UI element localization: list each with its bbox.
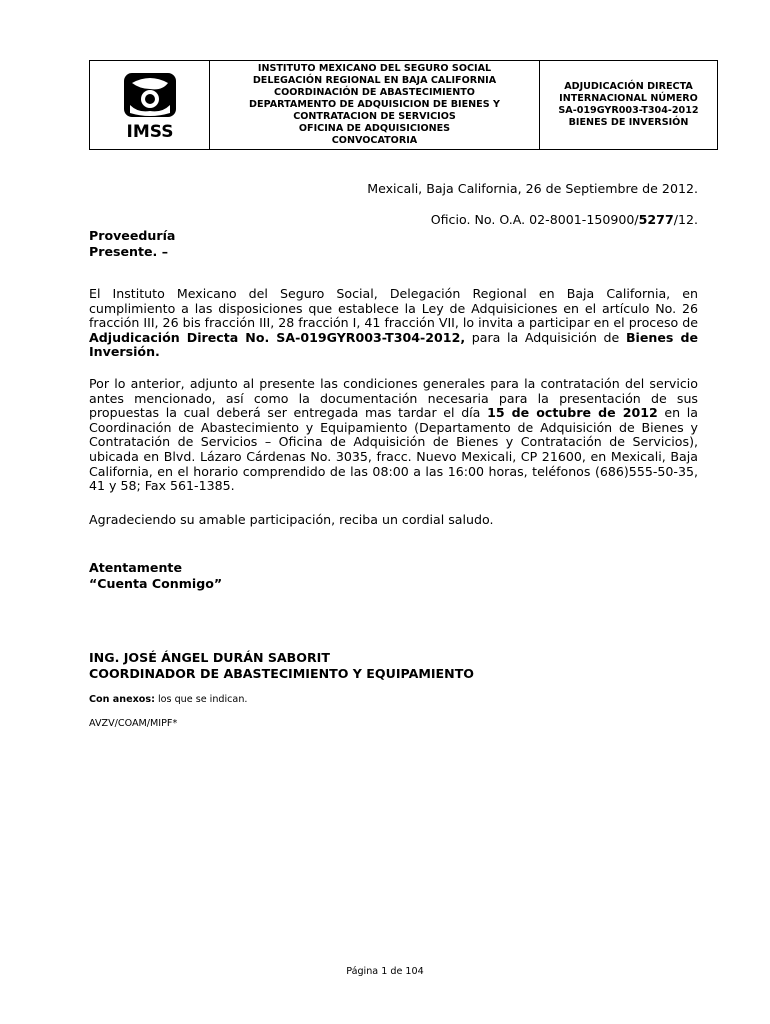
header-line: CONTRATACION DE SERVICIOS xyxy=(293,111,456,122)
oficio-bold-number: 5277 xyxy=(638,212,674,227)
procedure-line: ADJUDICACIÓN DIRECTA xyxy=(564,81,693,92)
header-line: OFICINA DE ADQUISICIONES xyxy=(298,123,451,134)
header-line: CONVOCATORIA xyxy=(331,135,418,146)
header-line: DELEGACIÓN REGIONAL EN BAJA CALIFORNIA xyxy=(252,75,497,86)
svg-text:IMSS: IMSS xyxy=(126,122,173,141)
procedure-line: BIENES DE INVERSIÓN xyxy=(568,117,689,128)
paragraph-invitation xyxy=(89,287,698,360)
anexos-label: Con anexos: xyxy=(89,694,155,705)
imss-logo-icon xyxy=(118,69,182,141)
p1-bold-procedure: Adjudicación Directa No. SA-019GYR003-T304-2012, xyxy=(89,329,466,345)
annexes-note xyxy=(89,694,247,705)
paragraph-conditions xyxy=(89,377,698,494)
letter-date: Mexicali, Baja California, 26 de Septiembre de 2012. xyxy=(367,181,698,196)
procedure-line: SA-019GYR003-T304-2012 xyxy=(558,105,699,116)
p1-text: El Instituto Mexicano del Seguro Social, Delegación Regional en Baja California, en cumplimiento a las disposiciones que establece la Ley de Adquisiciones en el artículo No. 26 fracción III, 26 bis fracción III, 28 fracción I, 41 fracción VII, lo invita a participar en el proceso de xyxy=(89,286,698,331)
p2-text2: en la Coordinación de Abastecimiento y Equipamiento (Departamento de Adquisición de Bienes y Contratación de Servicios – Oficina de Adquisición de Bienes y Contratación de Servicios), ubicada en Blvd. Lázaro Cárdenas No. 3035, fracc. Nuevo Mexicali, CP 21600, en Mexicali, Baja California, en el horario comprendido de las 08:00 a las 16:00 horas, teléfonos (686)555-50-35, 41 y 58; Fax 561-1385. xyxy=(89,405,698,494)
header-line: COORDINACIÓN DE ABASTECIMIENTO xyxy=(274,87,475,98)
signature-block xyxy=(89,650,474,682)
oficio-number xyxy=(431,212,698,227)
header-procedure-block xyxy=(540,61,717,149)
signer-name: ING. JOSÉ ÁNGEL DURÁN SABORIT xyxy=(89,650,330,665)
closing-atentamente: Atentamente xyxy=(89,560,182,575)
procedure-line: INTERNACIONAL NÚMERO xyxy=(559,93,698,104)
p1-mid: para la Adquisición de xyxy=(465,329,626,345)
presente: Presente. – xyxy=(89,244,169,259)
reference-initials: AVZV/COAM/MIPF* xyxy=(89,718,178,729)
header-line: DEPARTAMENTO DE ADQUISICION DE BIENES Y xyxy=(249,99,500,110)
p2-text1: Por lo anterior, adjunto al presente las condiciones generales para la contratación del servicio antes mencionado, así como la documentación necesaria para la presentación de sus propuestas la cual deberá ser entregada mas tardar el día xyxy=(89,376,698,421)
oficio-suffix: /12. xyxy=(673,212,698,227)
anexos-value: los que se indican. xyxy=(154,694,248,705)
closing-motto: “Cuenta Conmigo” xyxy=(89,576,223,591)
closing-block xyxy=(89,560,222,592)
p2-bold-deadline: 15 de octubre de 2012 xyxy=(487,405,658,421)
paragraph-thanks: Agradeciendo su amable participación, reciba un cordial saludo. xyxy=(89,512,494,527)
signer-title: COORDINADOR DE ABASTECIMIENTO Y EQUIPAMIENTO xyxy=(89,666,474,681)
p1-bold-goods: Bienes de Inversión. xyxy=(89,329,698,360)
recipient: Proveeduría xyxy=(89,228,176,243)
header-line: INSTITUTO MEXICANO DEL SEGURO SOCIAL xyxy=(257,63,492,74)
header-institution-block xyxy=(210,61,540,149)
imss-logo-cell xyxy=(90,61,210,149)
document-header xyxy=(89,60,718,150)
oficio-prefix: Oficio. No. O.A. 02-8001-150900/ xyxy=(430,212,639,227)
page-number: Página 1 de 104 xyxy=(346,966,424,977)
recipient-block xyxy=(89,228,175,260)
